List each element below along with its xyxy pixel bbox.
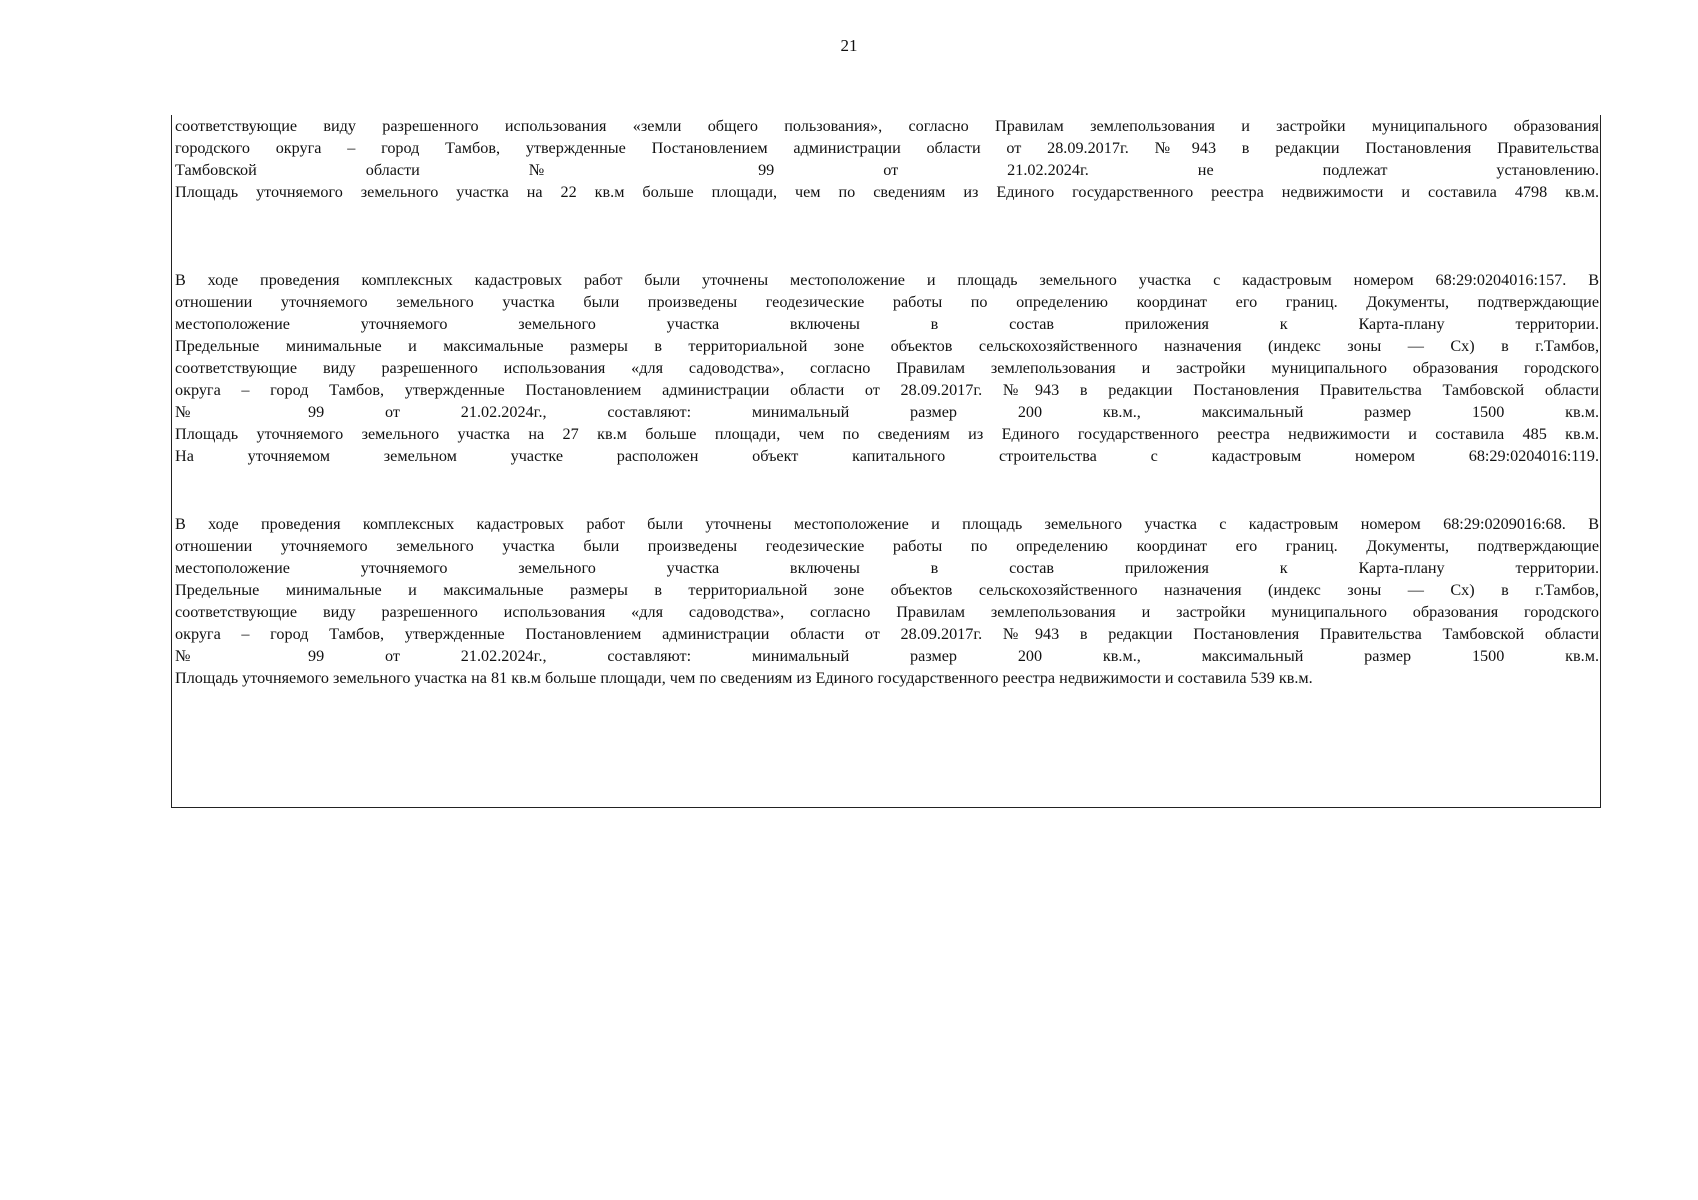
paragraph-line: городского округа – город Тамбов, утвержденные Постановлением администрации области от 28.09.2017г. №943 в редакции Постановления Правительства xyxy=(175,139,1599,157)
paragraph-line: В ходе проведения комплексных кадастровых работ были уточнены местоположение и площадь земельного участка с кадастровым номером 68:29:0204016:157. В xyxy=(175,271,1599,289)
paragraph-line: Площадь уточняемого земельного участка на 22 кв.м больше площади, чем по сведениям из Единого государственного реестра недвижимости и составила 4798 кв.м. xyxy=(175,183,1599,201)
paragraph-line: отношении уточняемого земельного участка были произведены геодезические работы по определению координат его границ. Документы, подтверждающие xyxy=(175,293,1599,311)
paragraph-line: Площадь уточняемого земельного участка на 81 кв.м больше площади, чем по сведениям из Единого государственного реестра недвижимости и составила 539 кв.м. xyxy=(175,669,1313,687)
paragraph-line: местоположение уточняемого земельного участка включены в состав приложения к Карта-плану территории. xyxy=(175,559,1599,577)
paragraph-line: В ходе проведения комплексных кадастровых работ были уточнены местоположение и площадь земельного участка с кадастровым номером 68:29:0209016:68. В xyxy=(175,515,1599,533)
paragraph-line: соответствующие виду разрешенного использования «для садоводства», согласно Правилам землепользования и застройки муниципального образования городского xyxy=(175,603,1599,621)
paragraph-line: соответствующие виду разрешенного использования «для садоводства», согласно Правилам землепользования и застройки муниципального образования городского xyxy=(175,359,1599,377)
paragraph-line: соответствующие виду разрешенного использования «земли общего пользования», согласно Правилам землепользования и застройки муниципального образования xyxy=(175,117,1599,135)
paragraph-continued xyxy=(175,115,1599,203)
paragraph-parcel-157 xyxy=(175,269,1599,467)
paragraph-line: Предельные минимальные и максимальные размеры в территориальной зоне объектов сельскохозяйственного назначения (индекс зоны — Сх) в г.Тамбов, xyxy=(175,581,1599,599)
page-number: 21 xyxy=(840,36,858,55)
paragraph-line: № 99 от 21.02.2024г., составляют: минимальный размер 200 кв.м., максимальный размер 1500 кв.м. xyxy=(175,403,1599,421)
text-frame xyxy=(171,115,1601,808)
paragraph-line: На уточняемом земельном участке расположен объект капитального строительства с кадастровым номером 68:29:0204016:119. xyxy=(175,447,1599,465)
paragraph-line: округа – город Тамбов, утвержденные Постановлением администрации области от 28.09.2017г. №943 в редакции Постановления Правительства Тамбовской области xyxy=(175,625,1599,643)
paragraph-line: местоположение уточняемого земельного участка включены в состав приложения к Карта-плану территории. xyxy=(175,315,1599,333)
paragraph-line: Тамбовской области № 99 от 21.02.2024г. не подлежат установлению. xyxy=(175,161,1599,179)
paragraph-line: № 99 от 21.02.2024г., составляют: минимальный размер 200 кв.м., максимальный размер 1500 кв.м. xyxy=(175,647,1599,665)
paragraph-line: отношении уточняемого земельного участка были произведены геодезические работы по определению координат его границ. Документы, подтверждающие xyxy=(175,537,1599,555)
paragraph-line: округа – город Тамбов, утвержденные Постановлением администрации области от 28.09.2017г. №943 в редакции Постановления Правительства Тамбовской области xyxy=(175,381,1599,399)
paragraph-line: Площадь уточняемого земельного участка на 27 кв.м больше площади, чем по сведениям из Единого государственного реестра недвижимости и составила 485 кв.м. xyxy=(175,425,1599,443)
paragraph-parcel-68 xyxy=(175,513,1599,689)
paragraph-line: Предельные минимальные и максимальные размеры в территориальной зоне объектов сельскохозяйственного назначения (индекс зоны — Сх) в г.Тамбов, xyxy=(175,337,1599,355)
